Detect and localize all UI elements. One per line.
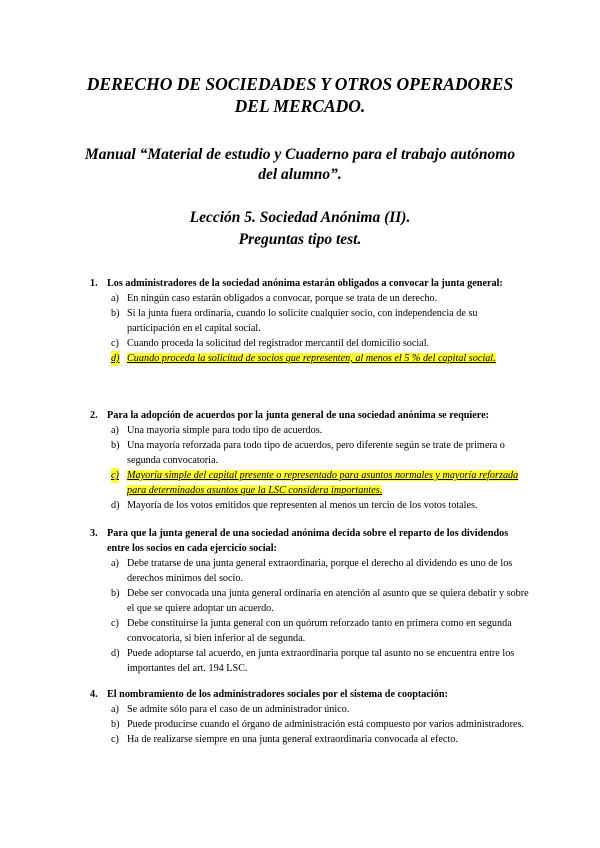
question-1-option-d-correct: [90, 351, 530, 366]
question-3-option-a: [90, 556, 530, 586]
option-letter: b): [111, 308, 120, 319]
option-letter: c): [111, 470, 119, 481]
question-2-option-c-correct: [90, 468, 530, 498]
option-text: Debe constituirse la junta general con un quórum reforzado tanto en primera como en segunda convocatoria, si bien inferior al de segunda.: [127, 618, 512, 644]
option-text: Debe tratarse de una junta general extraordinaria, porque el derecho al dividendo es uno de los derechos mínimos del socio.: [127, 558, 513, 584]
option-letter: b): [111, 588, 120, 599]
option-text: Puede adoptarse tal acuerdo, en junta extraordinaria porque tal asunto no se encuentra entre los importantes del art. 194 LSC.: [127, 648, 515, 674]
option-letter: b): [111, 719, 120, 730]
question-4-text: El nombramiento de los administradores sociales por el sistema de cooptación:: [107, 689, 448, 700]
option-text: Si la junta fuera ordinaria, cuando lo solicite cualquier socio, con independencia de su participación en el capital social.: [127, 308, 478, 334]
question-2-text: Para la adopción de acuerdos por la junta general de una sociedad anónima se requiere:: [107, 410, 490, 421]
option-letter: a): [111, 293, 119, 304]
option-letter: d): [111, 648, 120, 659]
question-3: [90, 526, 530, 676]
option-text: Debe ser convocada una junta general ordinaria en atención al asunto que se quiera debatir y sobre el que se quiere adoptar un acuerdo.: [127, 588, 529, 614]
question-4-stem: [90, 687, 530, 702]
question-1-option-b: [90, 306, 530, 336]
question-2-stem: [90, 408, 530, 423]
option-text: En ningún caso estarán obligados a convocar, porque se trata de un derecho.: [127, 293, 438, 304]
option-text: Puede producirse cuando el órgano de administración está compuesto por varios administradores.: [127, 719, 525, 730]
question-3-option-b: [90, 586, 530, 616]
question-2: [90, 408, 530, 513]
question-2-option-b: [90, 438, 530, 468]
option-letter: d): [111, 500, 120, 511]
option-letter: a): [111, 558, 119, 569]
document-title-line-2: DEL MERCADO.: [234, 96, 366, 116]
option-letter: c): [111, 618, 119, 629]
option-text: Una mayoría reforzada para todo tipo de acuerdos, pero diferente según se trate de primera o segunda convocatoria.: [127, 440, 505, 466]
question-1-stem: [90, 276, 530, 291]
question-3-text: Para que la junta general de una sociedad anónima decida sobre el reparto de los dividendos entre los socios en cada ejercicio social:: [107, 528, 509, 554]
manual-subtitle-line-1: Manual “Material de estudio y Cuaderno para el trabajo autónomo: [84, 146, 516, 163]
option-letter: c): [111, 734, 119, 745]
option-text: Una mayoría simple para todo tipo de acuerdos.: [127, 425, 323, 436]
question-1-number: 1.: [90, 278, 98, 289]
question-3-number: 3.: [90, 528, 98, 539]
highlighted-answer-text: Mayoría simple del capital presente o representado para asuntos normales y mayoría reforzada para determinados asuntos que la LSC considera importantes.: [127, 470, 519, 496]
question-2-option-d: [90, 498, 530, 513]
option-letter: a): [111, 704, 119, 715]
question-3-option-d: [90, 646, 530, 676]
document-title-line-1: DERECHO DE SOCIEDADES Y OTROS OPERADORES: [86, 74, 514, 94]
question-2-option-a: [90, 423, 530, 438]
question-4: [90, 687, 530, 747]
question-1-text: Los administradores de la sociedad anónima estarán obligados a convocar la junta general:: [107, 278, 503, 289]
option-letter: c): [111, 338, 119, 349]
question-4-number: 4.: [90, 689, 98, 700]
option-letter: b): [111, 440, 120, 451]
question-1: [90, 276, 530, 366]
option-text: Se admite sólo para el caso de un administrador único.: [127, 704, 350, 715]
question-2-number: 2.: [90, 410, 98, 421]
manual-subtitle-line-2: del alumno”.: [258, 166, 342, 183]
section-heading: Preguntas tipo test.: [238, 231, 362, 248]
option-text: Cuando proceda la solicitud del registrador mercantil del domicilio social.: [127, 338, 430, 349]
question-4-option-b: [90, 717, 530, 732]
question-1-option-a: [90, 291, 530, 306]
question-1-option-c: [90, 336, 530, 351]
option-letter: d): [111, 353, 120, 364]
question-4-option-a: [90, 702, 530, 717]
option-text: Mayoría de los votos emitidos que representen al menos un tercio de los votos totales.: [127, 500, 478, 511]
question-3-stem: [90, 526, 530, 556]
question-3-option-c: [90, 616, 530, 646]
option-text: Ha de realizarse siempre en una junta general extraordinaria convocada al efecto.: [127, 734, 458, 745]
option-letter: a): [111, 425, 119, 436]
question-4-option-c: [90, 732, 530, 747]
highlighted-answer-text: Cuando proceda la solicitud de socios que representen, al menos el 5 % del capital social.: [127, 353, 496, 364]
lesson-heading: Lección 5. Sociedad Anónima (II).: [189, 209, 411, 226]
